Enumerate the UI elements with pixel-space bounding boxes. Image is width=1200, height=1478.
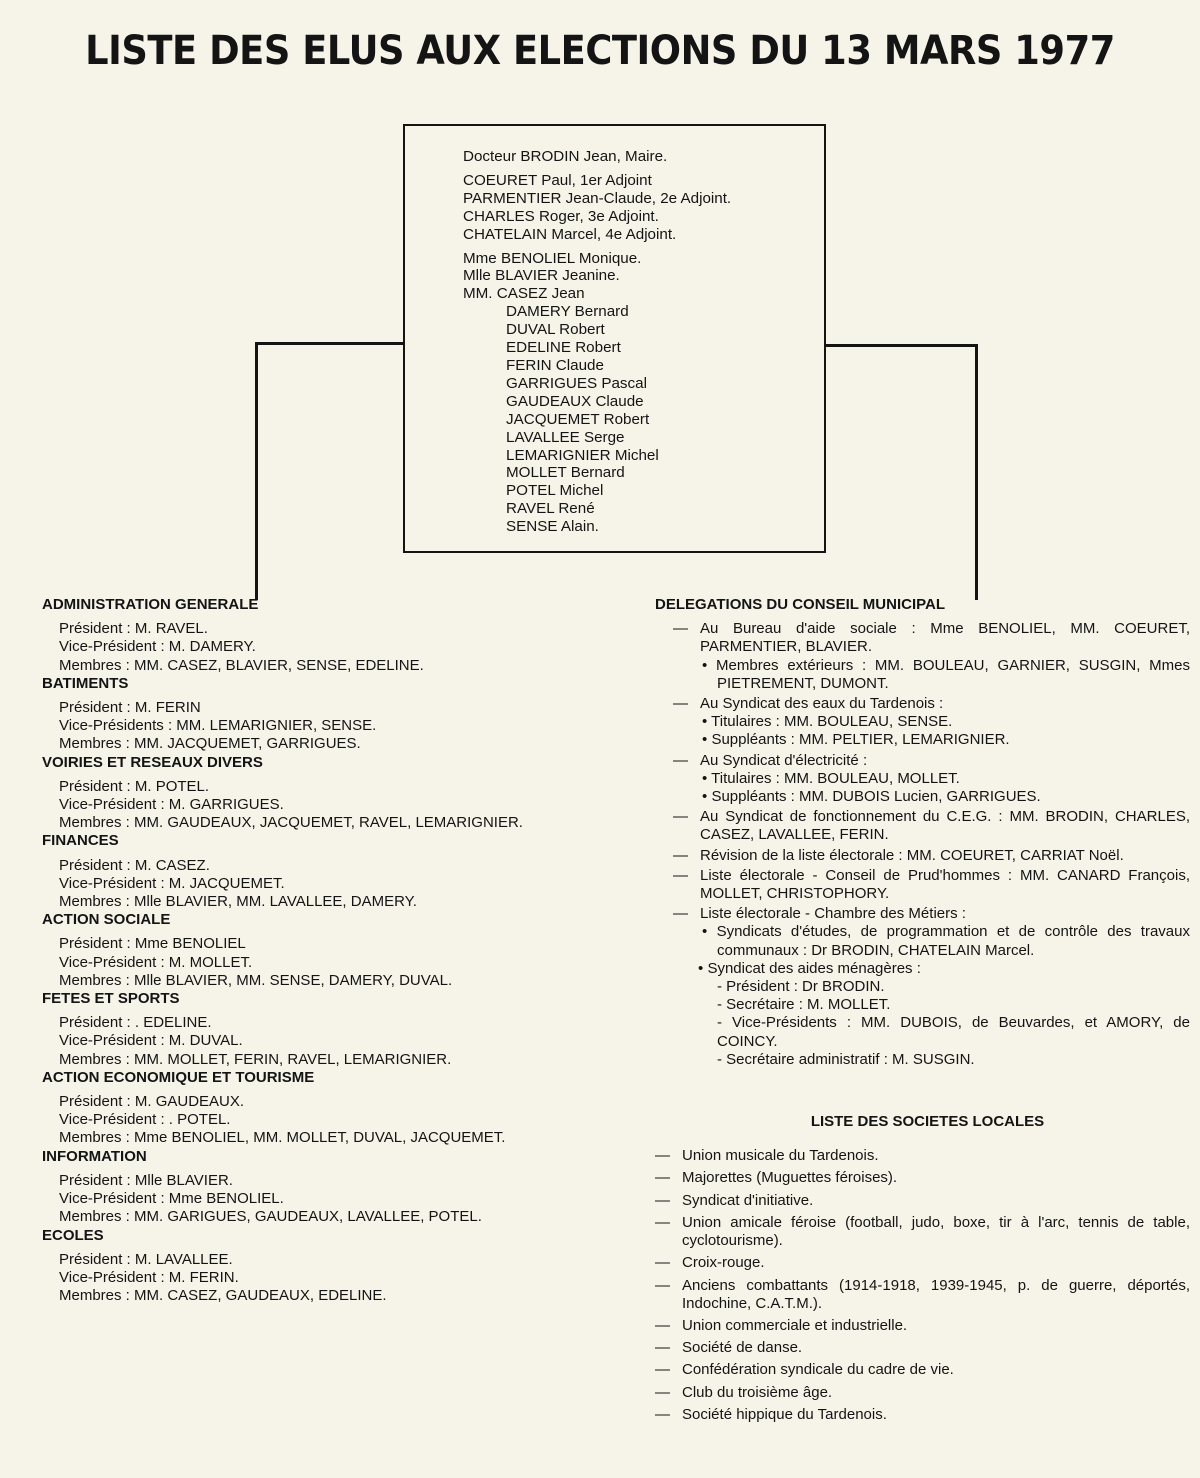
commission-action-economique [42,1069,572,1148]
delegation-subitem: - Secrétaire : M. MOLLET. [717,996,891,1014]
conseiller-line: MM. CASEZ Jean [463,285,585,303]
conseiller-line: DUVAL Robert [506,321,605,339]
dash-icon: — [673,808,688,826]
dash-icon: — [673,846,688,864]
delegation-item [655,695,1190,713]
conseiller-line: Mme BENOLIEL Monique. [463,249,642,267]
dash-icon: — [673,695,688,713]
commission-fetes-sports [42,990,572,1069]
commission-line: Président : M. RAVEL. [59,620,208,638]
societe-item: — Société de danse. [655,1339,803,1357]
commission-line: Vice-Président : M. DAMERY. [59,638,256,656]
commission-line: Président : M. GAUDEAUX. [59,1093,245,1111]
dash-icon: — [673,866,688,884]
connector-line-left-horizontal [255,342,404,345]
commission-line: Membres : Mlle BLAVIER, MM. LAVALLEE, DAMERY. [59,893,417,911]
commission-finances [42,832,572,911]
delegation-text: Liste électorale - Chambre des Métiers : [700,905,966,923]
commission-line: Vice-Président : M. GARRIGUES. [59,796,284,814]
dash-icon: — [655,1361,670,1379]
delegation-text: Liste électorale - Conseil de Prud'hommes : MM. CANARD François, MOLLET, CHRISTOPHORY. [700,866,1190,903]
conseiller-line: FERIN Claude [506,356,604,374]
adjoint-line: COEURET Paul, 1er Adjoint [463,171,652,189]
delegation-item [655,905,1190,923]
dash-icon: — [655,1316,670,1334]
conseiller-line: GAUDEAUX Claude [506,392,644,410]
dash-icon: — [655,1147,670,1165]
commission-line: Président : . EDELINE. [59,1014,212,1032]
commission-line: Président : Mlle BLAVIER. [59,1171,233,1189]
delegation-item [655,847,1190,865]
delegation-text: Au Bureau d'aide sociale : Mme BENOLIEL, MM. COEURET, PARMENTIER, BLAVIER. [700,620,1190,656]
commission-line: Membres : MM. CASEZ, GAUDEAUX, EDELINE. [59,1287,387,1305]
commission-line: Vice-Président : M. DUVAL. [59,1032,243,1050]
commission-title: FETES ET SPORTS [42,990,180,1008]
dash-icon: — [673,751,688,769]
connector-line-right-horizontal [826,344,977,347]
commission-line: Membres : MM. GAUDEAUX, JACQUEMET, RAVEL, LEMARIGNIER. [59,814,523,832]
conseiller-line: GARRIGUES Pascal [506,374,647,392]
commission-line: Président : Mme BENOLIEL [59,935,246,953]
conseiller-line: MOLLET Bernard [506,464,625,482]
commission-information [42,1148,572,1227]
societe-item: — Société hippique du Tardenois. [655,1405,887,1423]
bullet-icon: • [698,959,704,977]
commission-line: Membres : MM. MOLLET, FERIN, RAVEL, LEMARIGNIER. [59,1050,452,1068]
delegation-subitem: • Syndicats d'études, de programmation et de contrôle des travaux communaux : Dr BRODIN, CHATELAIN Marcel. [702,923,1190,959]
dash-icon: — [655,1339,670,1357]
dash-icon: — [655,1383,670,1401]
commission-line: Vice-Président : M. MOLLET. [59,953,253,971]
commissions-column [42,596,572,1305]
bullet-icon: • [702,923,708,941]
delegation-text: Au Syndicat de fonctionnement du C.E.G. : MM. BRODIN, CHARLES, CASEZ, LAVALLEE, FERIN. [700,808,1190,844]
delegation-subitem: • Suppléants : MM. DUBOIS Lucien, GARRIGUES. [702,788,1041,806]
commission-title: FINANCES [42,832,119,850]
delegations-column [655,596,1190,1424]
societe-item: — Union commerciale et industrielle. [655,1316,908,1334]
dash-icon: — [655,1191,670,1209]
conseiller-line: Mlle BLAVIER Jeanine. [463,267,620,285]
commission-line: Président : M. FERIN [59,699,201,717]
conseiller-line: RAVEL René [506,500,595,518]
adjoint-line: CHATELAIN Marcel, 4e Adjoint. [463,225,677,243]
dash-icon: — [655,1276,670,1294]
societe-item: — Syndicat d'initiative. [655,1191,814,1209]
dash-icon: — [673,620,688,638]
elected-members-box [403,124,826,553]
delegation-subitem: • Titulaires : MM. BOULEAU, SENSE. [702,713,953,731]
delegation-text: Au Syndicat des eaux du Tardenois : [700,695,944,713]
delegation-subitem: - Secrétaire administratif : M. SUSGIN. [717,1050,975,1068]
conseiller-line: SENSE Alain. [506,518,599,536]
conseiller-line: LAVALLEE Serge [506,428,625,446]
connector-line-left-vertical [255,342,258,600]
bullet-icon: • [702,713,708,731]
societes-title: LISTE DES SOCIETES LOCALES [810,1113,1045,1131]
delegation-subitem: • Titulaires : MM. BOULEAU, MOLLET. [702,769,960,787]
commission-line: Membres : MM. GARIGUES, GAUDEAUX, LAVALLEE, POTEL. [59,1208,482,1226]
delegation-subitem: • Syndicat des aides ménagères : [698,959,921,977]
commission-line: Vice-Président : Mme BENOLIEL. [59,1190,284,1208]
commission-line: Membres : Mlle BLAVIER, MM. SENSE, DAMERY, DUVAL. [59,971,453,989]
commission-line: Président : M. LAVALLEE. [59,1250,233,1268]
societe-item: — Croix-rouge. [655,1254,765,1272]
commission-line: Vice-Président : M. FERIN. [59,1268,239,1286]
delegation-subitem: • Suppléants : MM. PELTIER, LEMARIGNIER. [702,731,1010,749]
page-title: LISTE DES ELUS AUX ELECTIONS DU 13 MARS 1977 [85,28,1115,74]
commission-title: ADMINISTRATION GENERALE [42,596,259,613]
commission-batiments [42,675,572,754]
delegation-item [655,808,1190,844]
commission-administration [42,596,572,675]
commission-line: Vice-Président : . POTEL. [59,1111,231,1129]
commission-ecoles [42,1227,572,1306]
delegation-item [655,752,1190,770]
societe-item: — Union amicale féroise (football, judo, boxe, tir à l'arc, tennis de table, cyclotourisme). [655,1213,1190,1250]
conseiller-line: JACQUEMET Robert [506,410,650,428]
bullet-icon: • [702,731,708,749]
commission-line: Vice-Président : M. JACQUEMET. [59,874,285,892]
adjoint-line: PARMENTIER Jean-Claude, 2e Adjoint. [463,189,732,207]
bullet-icon: • [702,788,708,806]
societe-item: — Anciens combattants (1914-1918, 1939-1945, p. de guerre, déportés, Indochine, C.A.T.M.). [655,1276,1190,1312]
delegation-text: Révision de la liste électorale : MM. COEURET, CARRIAT Noël. [700,846,1124,864]
commission-voiries [42,754,572,833]
dash-icon: — [655,1213,670,1231]
delegation-item [655,620,1190,656]
commission-title: INFORMATION [42,1147,147,1165]
commission-title: ACTION SOCIALE [42,911,171,929]
commission-title: VOIRIES ET RESEAUX DIVERS [42,753,263,771]
dash-icon: — [655,1405,670,1423]
conseiller-line: DAMERY Bernard [506,303,629,321]
delegation-subitem: - Président : Dr BRODIN. [717,978,885,996]
conseiller-line: POTEL Michel [506,482,604,500]
commission-line: Membres : MM. JACQUEMET, GARRIGUES. [59,735,361,753]
commission-title: ECOLES [42,1226,104,1244]
bullet-icon: • [702,769,708,787]
commission-line: Président : M. POTEL. [59,777,210,795]
delegation-text: Au Syndicat d'électricité : [700,751,868,769]
bullet-icon: • [702,656,708,674]
societe-item: — Club du troisième âge. [655,1383,833,1401]
commission-title: BATIMENTS [42,674,129,692]
dash-icon: — [673,905,688,923]
dash-icon: — [655,1169,670,1187]
connector-line-right-vertical [975,344,978,600]
commission-line: Président : M. CASEZ. [59,856,210,874]
societe-item: — Confédération syndicale du cadre de vie. [655,1361,954,1379]
commission-line: Membres : Mme BENOLIEL, MM. MOLLET, DUVAL, JACQUEMET. [59,1129,506,1147]
commission-action-sociale [42,911,572,990]
societe-item: — Union musicale du Tardenois. [655,1147,879,1165]
commission-line: Membres : MM. CASEZ, BLAVIER, SENSE, EDELINE. [59,656,424,674]
maire-line: Docteur BRODIN Jean, Maire. [463,148,668,165]
commission-title: ACTION ECONOMIQUE ET TOURISME [42,1068,315,1086]
delegation-subitem: • Membres extérieurs : MM. BOULEAU, GARNIER, SUSGIN, Mmes PIETREMENT, DUMONT. [702,656,1191,692]
adjoint-line: CHARLES Roger, 3e Adjoint. [463,207,659,225]
delegation-item [655,867,1190,903]
societe-item: — Majorettes (Muguettes féroises). [655,1169,898,1187]
delegations-title: DELEGATIONS DU CONSEIL MUNICIPAL [655,596,946,613]
commission-line: Vice-Présidents : MM. LEMARIGNIER, SENSE. [59,717,377,735]
conseiller-line: LEMARIGNIER Michel [506,446,659,464]
delegation-subitem: - Vice-Présidents : MM. DUBOIS, de Beuvardes, et AMORY, de COINCY. [717,1014,1190,1050]
conseiller-line: EDELINE Robert [506,339,621,357]
dash-icon: — [655,1254,670,1272]
